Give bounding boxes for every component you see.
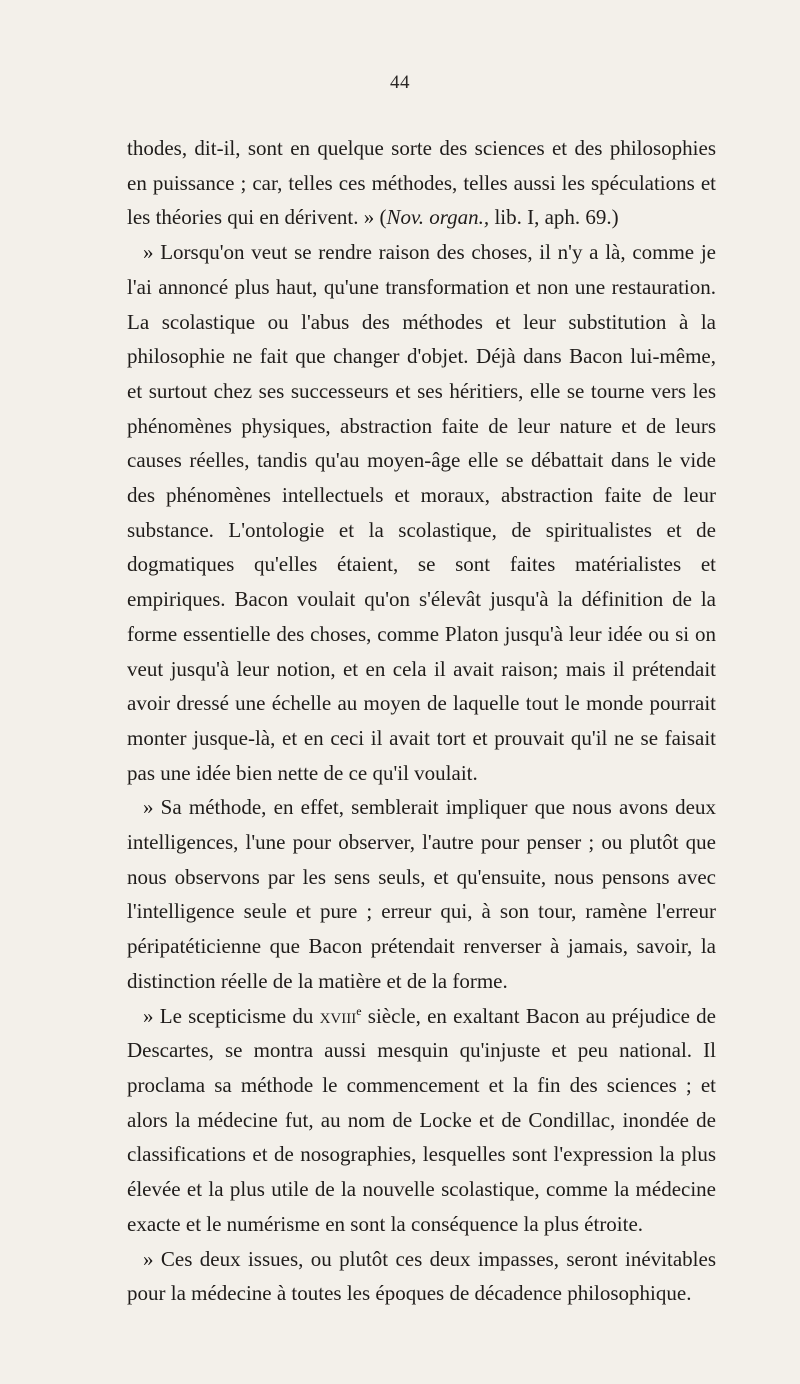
paragraph: » Lorsqu'on veut se rendre raison des choses, il n'y a là, comme je l'ai annoncé plus haut, qu'une transformation et non une restauration. La scolastique ou l'abus des méthodes et leur substitution à la philosophie ne fait que changer d'objet. Déjà dans Bacon lui-même, et surtout chez ses successeurs et ses héritiers, elle se tourne vers les phénomènes physiques, abstraction faite de leur nature et de leurs causes réelles, tandis qu'au moyen-âge elle se débattait dans le vide des phénomènes intellectuels et moraux, abstraction faite de leur substance. L'ontologie et la scolastique, de spiritualistes et de dogmatiques qu'elles étaient, se sont faites matérialistes et empiriques. Bacon voulait qu'on s'élevât jusqu'à la définition de la forme essentielle des choses, comme Platon jusqu'à leur idée ou si on veut jusqu'à leur notion, et en cela il avait raison; mais il prétendait avoir dressé une échelle au moyen de laquelle tout le monde pourrait monter jusque-là, et en ceci il avait tort et prouvait qu'il ne se faisait pas une idée bien nette de ce qu'il voulait. [127, 240, 716, 785]
paragraph: » Ces deux issues, ou plutôt ces deux impasses, seront inévitables pour la médecine à toutes les époques de décadence philosophique. [127, 1246, 716, 1306]
paragraph-text: » Le scepticisme du [143, 1003, 320, 1028]
citation-title: Nov. organ., [386, 205, 490, 230]
century-superscript: e [356, 1003, 362, 1018]
page-number: 44 [390, 72, 410, 93]
citation-reference: lib. I, aph. 69.) [489, 205, 619, 230]
century-numeral: xviii [319, 1003, 357, 1028]
paragraph-text: siècle, en exaltant Bacon au préjudice de Descartes, se montra aussi mesquin qu'injuste et peu national. Il proclama sa méthode le commencement et la fin des sciences ; et alors la médecine fut, au nom de Locke et de Condillac, inondée de classifications et de nosographies, lesquelles sont l'expression la plus élevée et la plus utile de la nouvelle scolastique, comme la médecine exacte et le numérisme en sont la conséquence la plus étroite. [127, 1003, 716, 1236]
paragraph: » Sa méthode, en effet, semblerait impliquer que nous avons deux intelligences, l'une pour observer, l'autre pour penser ; ou plutôt que nous observons par les sens seuls, et qu'ensuite, nous pensons avec l'intelligence seule et pure ; erreur qui, à son tour, ramène l'erreur péripatéticienne que Bacon prétendait renverser à jamais, savoir, la distinction réelle de la matière et de la forme. [127, 795, 716, 993]
paragraph-continuation [127, 131, 716, 235]
paragraph-text: thodes, dit-il, sont en quelque sorte des sciences et des philosophies en puissance ; car, telles ces méthodes, telles aussi les spéculations et les théories qui en dérivent. » ( [127, 136, 716, 230]
paragraph [127, 999, 716, 1242]
body-text [127, 131, 716, 1311]
